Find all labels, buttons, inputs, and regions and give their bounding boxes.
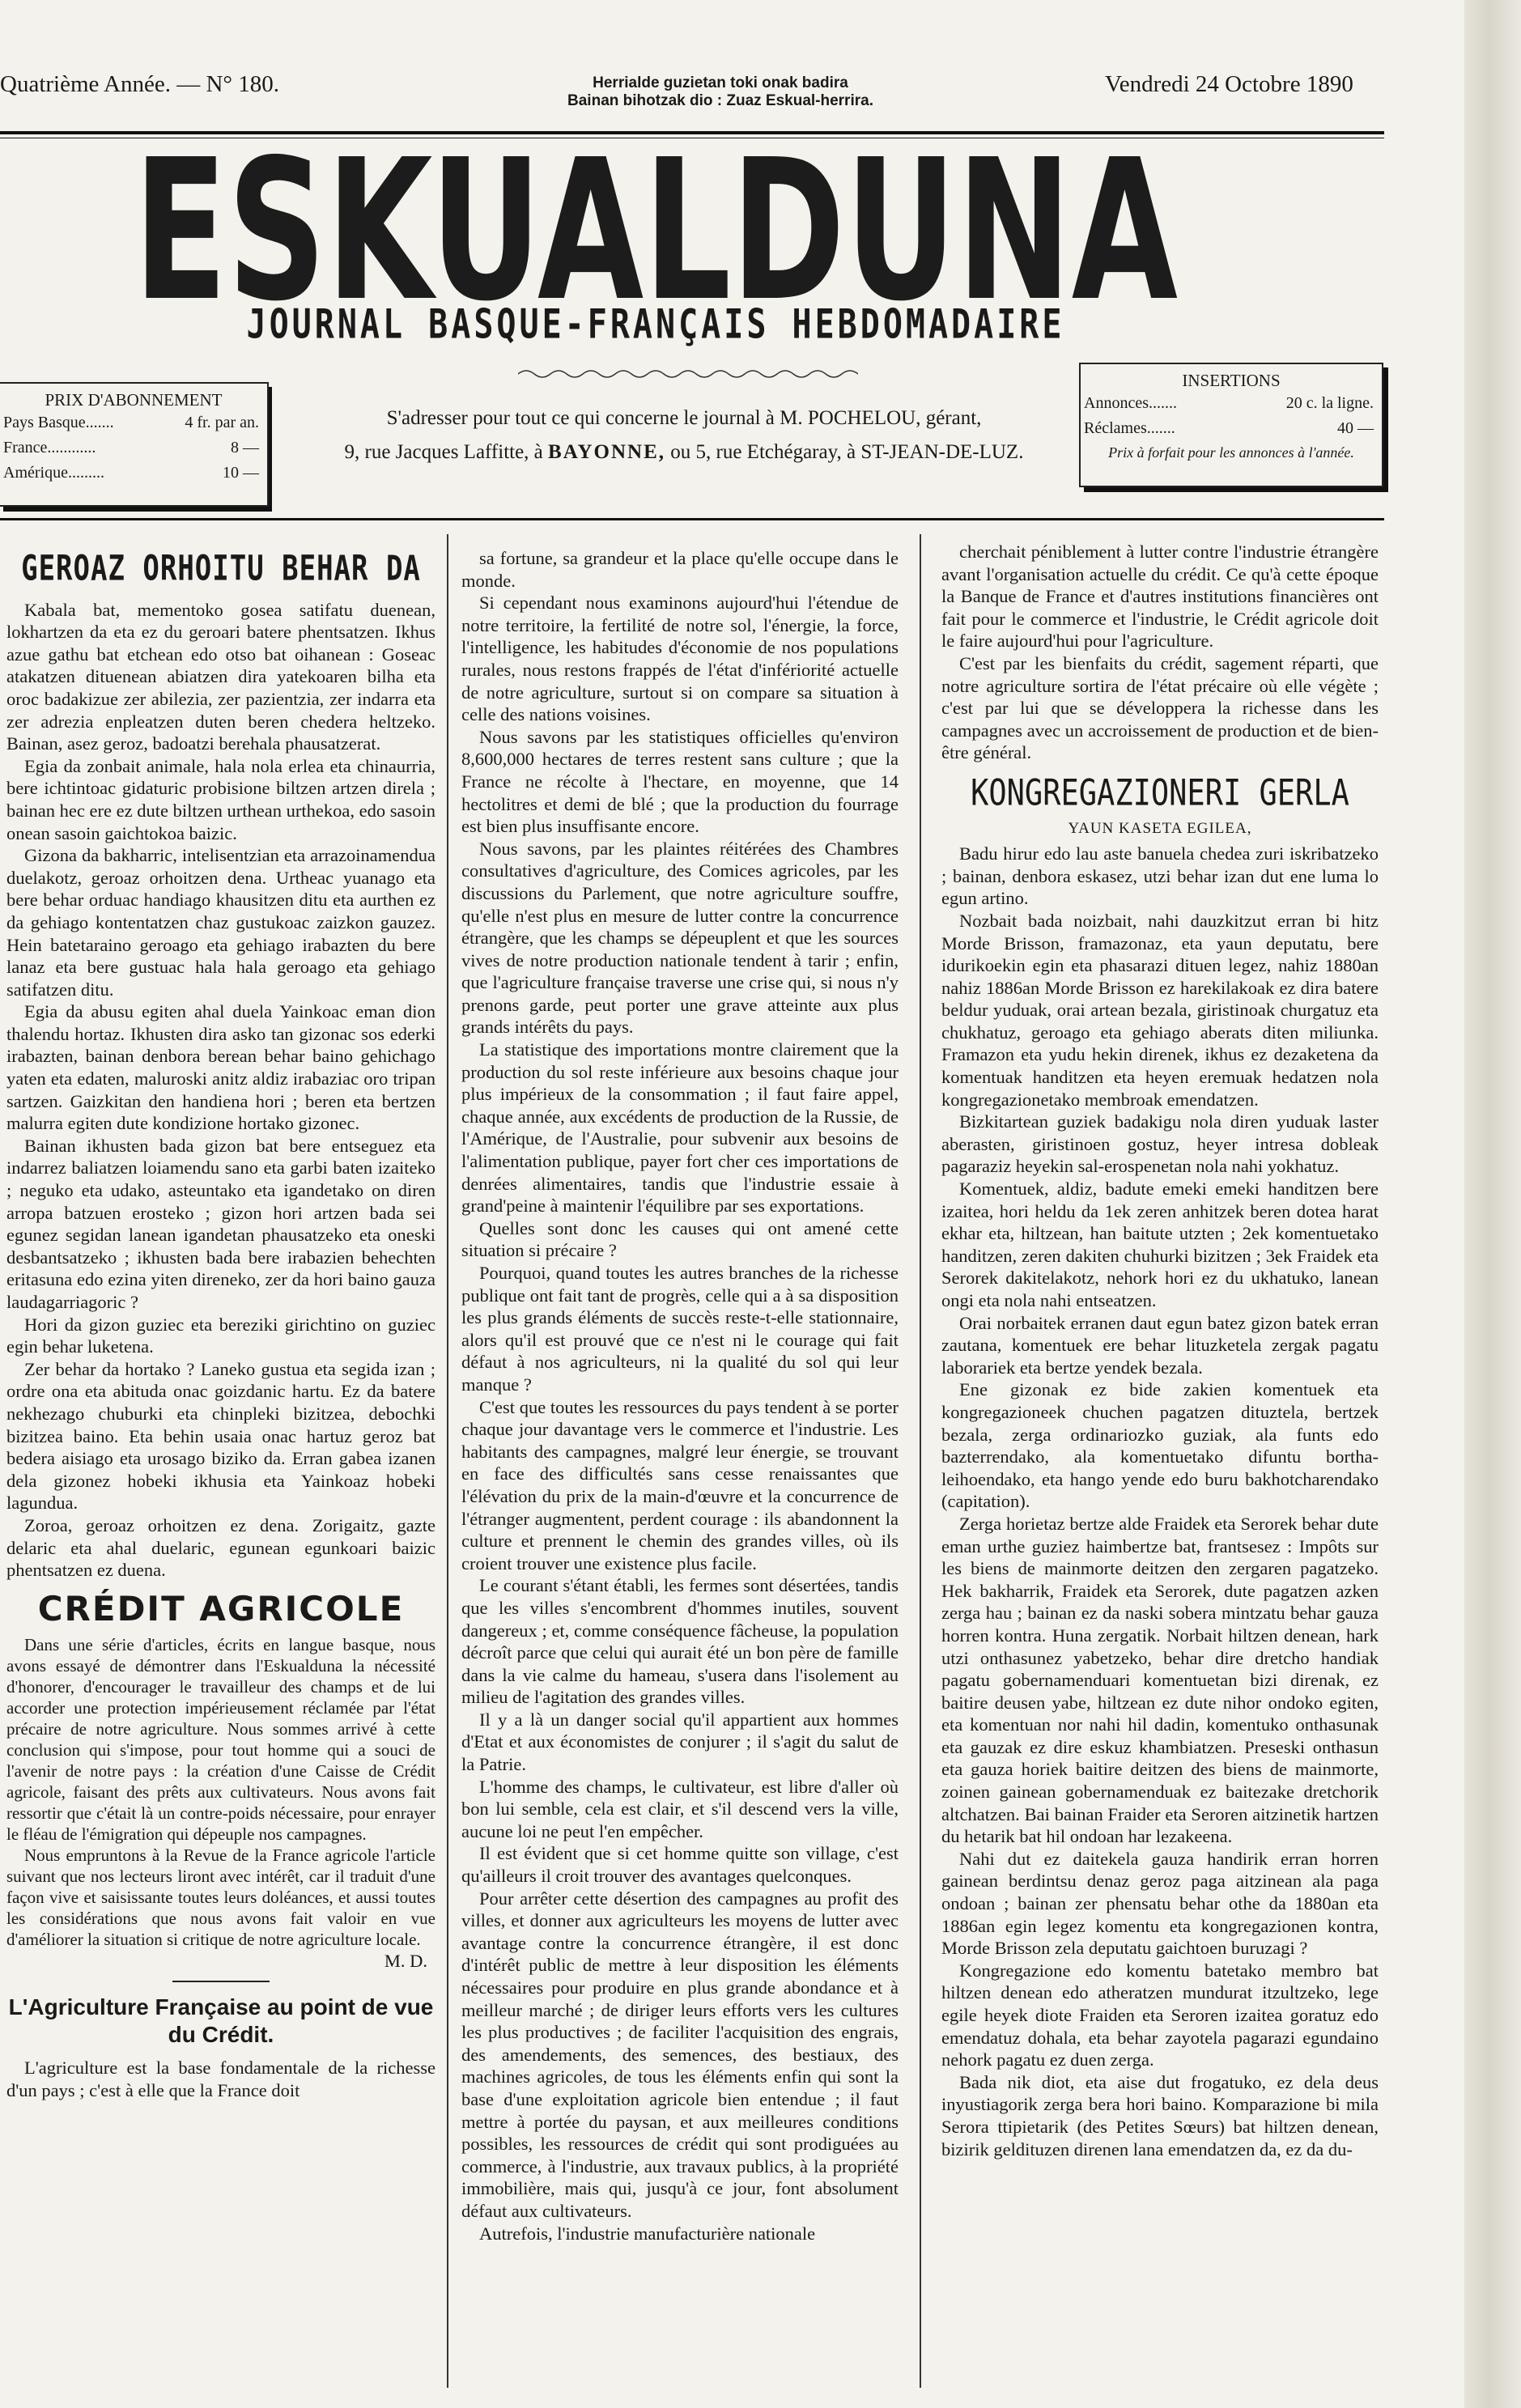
column-divider	[920, 534, 921, 2388]
decorative-ornament	[518, 367, 858, 380]
masthead-title	[130, 144, 1182, 306]
address-line-1: S'adresser pour tout ce qui concerne le journal à M. POCHELOU, gérant,	[386, 407, 982, 429]
paragraph: C'est par les bienfaits du crédit, sagement réparti, que notre agriculture sortira de l'état précaire où elle végète ; c'est par lui que se développera la richesse dans les campagnes avec un accroissement de production et de bien-être général.	[941, 652, 1379, 763]
insertions-note: Prix à forfait pour les annonces à l'année.	[1108, 444, 1354, 461]
paragraph: La statistique des importations montre clairement que la production du sol reste inférieure aux besoins chaque jour plus impérieux de la consommation ; il faut faire appel, chaque année, aux excédents de production de la Russie, de l'Amérique, de l'Australie, pour subvenir aux besoins de l'alimentation publique, payer fort cher ces importations de denrées alimentaires, tandis que l'industrie essaie à grand'peine à maintenir l'équilibre par ses exportations.	[461, 1039, 899, 1217]
masthead-text: ESKUALDUNA	[134, 144, 1178, 306]
paragraph: Il est évident que si cet homme quitte son village, c'est qu'ailleurs il croit trouver des avantages quelconques.	[461, 1843, 899, 1887]
byline: YAUN KASETA EGILEA,	[1068, 819, 1252, 837]
paragraph: Bizkitartean guziek badakigu nola diren yuduak laster aberasten, giristinoen gostuz, heyer intresa dobleak pagaraziz heyekin sal-erospenetan nola nahi yokhatuz.	[941, 1111, 1379, 1177]
column-2	[461, 547, 899, 2244]
paragraph: sa fortune, sa grandeur et la place qu'elle occupe dans le monde.	[461, 548, 899, 591]
address-line-2	[300, 435, 1069, 469]
row-label: Pays Basque.......	[3, 414, 114, 431]
paragraph: C'est que toutes les ressources du pays tendent à se porter chaque jour davantage vers le commerce et l'industrie. Les habitants des campagnes, malgré leur énergie, se trouvant en face des difficultés sans cesse renaissantes que l'élévation du prix de la main-d'œuvre et la concurrence de l'étranger augmentent, perdent courage : ils abandonnent la culture et prennent le chemin des grandes villes, où ils croient trouver une existence plus facile.	[461, 1396, 899, 1573]
insertions-heading: INSERTIONS	[1182, 371, 1281, 390]
issue-number: Quatrième Année. — N° 180.	[0, 71, 280, 97]
paragraph: Nous savons par les statistiques officielles qu'environ 8,600,000 hectares de terres restent sans culture ; que la France ne récolte à l'hectare, en moyenne, que 14 hectolitres et demi de blé ; que la production du fourrage est bien plus insuffisante encore.	[461, 726, 899, 837]
insertions-row	[1081, 416, 1382, 441]
article-heading: GEROAZ ORHOITU BEHAR DA	[21, 548, 421, 589]
row-label: Amérique.........	[3, 464, 104, 482]
paragraph: Quelles sont donc les causes qui ont amené cette situation si précaire ?	[461, 1217, 899, 1261]
paragraph: Egia da abusu egiten ahal duela Yainkoac eman dion thalendu hortaz. Ikhusten dira asko tan gizonac sos ederki irabazten, bainan denbora berean behar baino gehichago yaten eta edaten, maluroski anitz aldiz irabaziac oro tripan sartzen. Gaizkitan den handiena hori ; beren eta bertzen malurra egiten dute kondizione hortako gizonec.	[6, 1001, 435, 1134]
column-divider	[447, 534, 448, 2388]
paragraph: Nozbait bada noizbait, nahi dauzkitzut erran bi hitz Morde Brisson, framazonaz, eta yaun deputatu, bere idurikoekin egin eta phasarazi dituen legez, nahiz 1880an nahiz 1886an Morde Brisson ez harekilakoak ez dira batere beldur yuduak, orai artean bezala, giristinoak churgatuz eta chukhatuz, geroago eta gehiago aberats diten miliunka. Framazon eta yudu hekin direnek, ikhus ez dezaketena da komentuak handitzen eta heyen eremuak hedatzen nola kongregazionetako membroak emendatzen.	[941, 910, 1379, 1110]
paragraph: Komentuek, aldiz, badute emeki emeki handitzen bere izaitea, hori heldu da 1ek zeren anhitzek beren dotea harat ekhar eta, hiltzean, han baitute utzten ; 2ek komentuetako handitzen, zeren dakiten chuhurki bizitzen ; 3ek Fraidek eta Serorek dakitelakotz, nehork hori ez du ukhatuko, lanean ongi eta nola nahi entseatzen.	[941, 1179, 1379, 1310]
paragraph: L'homme des champs, le cultivateur, est libre d'aller où bon lui semble, cela est clair, et s'il descend vers la ville, aucune loi ne peut l'en empêcher.	[461, 1776, 899, 1841]
insertions-box	[1079, 363, 1383, 487]
masthead-subtitle: JOURNAL BASQUE-FRANÇAIS HEBDOMADAIRE	[246, 301, 1065, 348]
row-label: France............	[3, 439, 96, 457]
paragraph: Kongregazione edo komentu batetako membro bat hiltzen denean edo atheratzen mundurat itzultzeko, lege egile heyek diote Fraiden eta Seroren izaitea goratuz edo emendatuz dohala, eta behar zayotela pagarazi egundaino nehork pagatu ez duen zerga.	[941, 1960, 1379, 2070]
row-price: 40 —	[1337, 419, 1374, 437]
paragraph: Le courant s'étant établi, les fermes sont désertées, tandis que les villes s'encombrent d'hommes inutiles, souvent dangereux ; et, comme conséquence fâcheuse, la population décroît parce que celui qui aurait été un bon père de famille dans la vie calme du hameau, s'usera dans l'isolement au milieu de l'agitation des grandes villes.	[461, 1575, 899, 1708]
address-part: 9, rue Jacques Laffitte, à	[344, 441, 543, 463]
signature: M. D.	[384, 1951, 427, 1972]
paragraph: Hori da gizon guziec eta bereziki girichtino on guziec egin behar luketena.	[6, 1314, 435, 1357]
columns-top-rule	[0, 518, 1384, 520]
subscription-row	[0, 435, 267, 461]
paragraph: Egia da zonbait animale, hala nola erlea eta chinaurria, bere ichtintoac gidaturic probisione biltzen artzen direla ; bainan hec ere ez dute biltzen urthean urthekoa, edo sasoin onean sasoin gaichtokoa baizic.	[6, 755, 435, 843]
column-3	[941, 541, 1379, 2160]
paragraph: Kabala bat, mementoko gosea satifatu duenean, lokhartzen da eta ez du geroari batere phentsatzen. Ikhus azue gathu bat etchean edo otso bat oihanean : Goseac atakatzen dituenean abiatzen dira yatekoaren bilha eta oroc badakizue zer abilezia, zer pazientzia, zer indarra eta zer adrezia enpleatzen duten beren chedera heltzeko. Bainan, asez geroz, badoatzi berehala phausatzerat.	[6, 599, 435, 754]
subscription-row	[0, 461, 267, 486]
paragraph: Badu hirur edo lau aste banuela chedea zuri iskribatzeko ; bainan, denbora eskasez, utzi behar izan dut ene luma lo egun artino.	[941, 843, 1379, 909]
paragraph: Nous empruntons à la Revue de la France agricole l'article suivant que nos lecteurs liront avec intérêt, car il traduit d'une façon vive et saisissante toutes leurs doléances, et aussi toutes les considérations que nous avons fait valoir en vue d'améliorer la situation si critique de notre agriculture locale.	[6, 1845, 435, 1950]
issue-date: Vendredi 24 Octobre 1890	[1105, 71, 1353, 97]
row-price: 8 —	[231, 439, 259, 457]
divider	[172, 1981, 270, 1982]
address-part: ou 5, rue Etchégaray, à ST-JEAN-DE-LUZ.	[670, 441, 1024, 463]
page-edge	[1464, 0, 1521, 2408]
paragraph: Zerga horietaz bertze alde Fraidek eta Serorek behar dute eman urthe guziez haimbertze bat, frantsesez : Impôts sur les biens de mainmorte deitzen den zergaren pagatzeko. Hek bakharrik, Fraidek eta Serorek, dute pagatzen azken zerga hau ; bainan ez da naski sobera mintzatu behar gauza horren kontra. Huna zergatik. Norbait hiltzen denean, hark utzi onthasunez yabetzeko, behar dire dretcho handiak pagatu gobernamenduari komentuetan bizi direnak, ez baitire deusen yabe, hiltzean ez dute nihor ondoko egiten, eta komentuan nor nahi hil dadin, komentuko onthasunak eta gauzak ez dire eskuz khambiatzen. Preseski onthasun eta gauza horiek baitire deitzen des biens de mainmorte, zoinen gainean gobernamenduak ez baitezake dretchorik altchatzen. Bai bainan Fraider eta Seroren aitzinetik hartzen du hetarik bat hil ondoan har lezakeena.	[941, 1513, 1379, 1847]
motto-line-1: Herrialde guzietan toki onak badira	[593, 74, 848, 91]
paragraph: Bainan ikhusten bada gizon bat bere entseguez eta indarrez baliatzen loiamendu sano eta garbi baten izaiteko ; neguko eta udako, asteuntako eta igandetako on diren arropa batzuen erosteko ; gizon hori artzen bada sei egunez segidan lanean igandetan phausatzeko eta oneski desbantsatzeko ; ikhusten bada bere irabazien behechten eritasuna edo ezina yiten direneko, zer da hori baino gauza laudagarriagoric ?	[6, 1135, 435, 1312]
subscription-box	[0, 382, 269, 507]
paragraph: Gizona da bakharric, intelisentzian eta arrazoinamendua duelakotz, geroaz orhoitzen dena. Urtheac yuanago eta bere behar orduac handiago khausitzen ditu eta aurthen ez da gehiago kontentatzen chaz gustukoac zaizkon gauzez. Hein batetaraino geroago eta gehiago irabazten du bere lanaz eta bere gustuac hala hala geroago eta gehiago satifatzen ditu.	[6, 845, 435, 1000]
paragraph: Pourquoi, quand toutes les autres branches de la richesse publique ont fait tant de progrès, celle qui a à sa disposition les plus grands éléments de succès reste-t-elle stationnaire, alors qu'il est prouvé que ce n'est ni le courage qui fait défaut à nos agriculteurs, ni la qualité du sol qui leur manque ?	[461, 1263, 899, 1395]
paragraph: Si cependant nous examinons aujourd'hui l'étendue de notre territoire, la fertilité de notre sol, l'énergie, la force, l'intelligence, les habitudes d'économie de nos populations rurales, nous restons frappés de l'état d'infériorité actuelle de notre agriculture, surtout si on compare sa situation à celle des nations voisines.	[461, 592, 899, 725]
paragraph: Orai norbaitek erranen daut egun batez gizon batek erran zautana, komentuek ere behar lituzketela zergak pagatu laborariek eta bertze yendek bezala.	[941, 1312, 1379, 1378]
paragraph: Ene gizonak ez bide zakien komentuek eta kongregazioneek chuchen pagatzen dituztela, bertzek bezala, zerga ordinariozko guziak, ala funts edo bazterrendako, ala komentuetako difuntu bortha-leihoendako, eta hango yende edo buru bakhotcharendako (capitation).	[941, 1379, 1379, 1512]
insertions-row	[1081, 391, 1382, 416]
paragraph: Nahi dut ez daitekela gauza handirik erran horren gainean berdintsu denaz geroz paga aitzinean ala paga ondoan ; bainan zer phensatu behar othe da 1880an eta 1886an egin legez komentu eta kongregazionen kontra, Morde Brisson zela deputatu gaichtoen buruzagi ?	[941, 1848, 1379, 1959]
subscription-row	[0, 410, 267, 435]
paragraph: Autrefois, l'industrie manufacturière nationale	[479, 2223, 816, 2244]
article-heading: L'Agriculture Française au point de vue du Crédit.	[8, 1994, 434, 2047]
row-price: 10 —	[223, 464, 259, 482]
address-block	[300, 401, 1069, 469]
article-heading: CRÉDIT AGRICOLE	[37, 1588, 405, 1629]
paragraph: Nous savons, par les plaintes réitérées des Chambres consultatives d'agriculture, des Comices agricoles, par les discussions du Parlement, que notre agriculture souffre, qu'elle n'est plus en mesure de lutter contre la concurrence étrangère, que les champs se dépeuplent et que les sources vives de notre production nationale tendent à tarir ; enfin, que l'agriculture française traverse une crise qui, si nous n'y prenons garde, peut porter une grave atteinte aux plus grands intérêts du pays.	[461, 838, 899, 1038]
paragraph: cherchait péniblement à lutter contre l'industrie étrangère avant l'organisation actuelle du crédit. Ce qu'à cette époque la Banque de France et d'autres institutions financières ont fait pour le commerce et l'industrie, le Crédit agricole doit le faire aujourd'hui pour l'agriculture.	[941, 541, 1379, 652]
paragraph: Bada nik diot, eta aise dut frogatuko, ez dela deus inyustiagorik zerga bera hori baino. Komparazione bi mila Serora ttipietarik (des Petites Sœurs) bat hiltzen denean, bizirik geldituzen direnen lana emendatzen da, ez da du-	[941, 2071, 1379, 2160]
paragraph: Zoroa, geroaz orhoitzen ez dena. Zorigaitz, gazte delaric eta ahal duelaric, egunean egunkoari baizic phentsatzen ez duena.	[6, 1514, 435, 1581]
row-price: 4 fr. par an.	[185, 414, 259, 431]
subscription-heading: PRIX D'ABONNEMENT	[45, 390, 223, 410]
column-1	[6, 547, 435, 2101]
paragraph: Il y a là un danger social qu'il appartient aux hommes d'Etat et aux économistes de conjurer ; il s'agit du salut de la Patrie.	[461, 1709, 899, 1775]
motto-line-2: Bainan bihotzak dio : Zuaz Eskual-herrira.	[567, 92, 873, 109]
row-label: Réclames.......	[1084, 419, 1175, 437]
paragraph: Pour arrêter cette désertion des campagnes au profit des villes, et donner aux agriculteurs les moyens de lutter avec avantage contre la concurrence étrangère, il est donc d'intérêt public de mettre à leur disposition les éléments nécessaires pour produire en plus grande abondance et à meilleur marché ; de diriger leurs efforts vers les cultures les plus productives ; de faciliter l'acquisition des engrais, des amendements, des semences, des bestiaux, des machines agricoles, de tous les éléments enfin qui sont la base d'une exploitation agricole bien entendue ; il faut mettre à portée du paysan, et aux meilleures conditions possibles, les ressources de crédit qui sont prodiguées au commerce, à l'industrie, aux travaux publics, à la propriété immobilière, mais qui, jusqu'à ce jour, font absolument défaut aux cultivateurs.	[461, 1888, 899, 2221]
row-label: Annonces.......	[1084, 394, 1177, 412]
header-rule	[0, 131, 1384, 134]
motto	[510, 74, 931, 110]
paragraph: L'agriculture est la base fondamentale de la richesse d'un pays ; c'est à elle que la France doit	[6, 2057, 435, 2100]
address-city: BAYONNE,	[548, 441, 665, 463]
paragraph: Zer behar da hortako ? Laneko gustua eta segida izan ; ordre ona eta abituda onac goizdanic hartu. Ez da batere nekhezago chuburki eta chinpleki bizitzea, debochki bizitzea baino. Eta behin usaia onac hartuz geroz bat bedera aisiago eta urosago biziko da. Erran gabea izanen dela gizonez hobeki ikhusia eta Yainkoaz hobeki lagundua.	[6, 1358, 435, 1514]
row-price: 20 c. la ligne.	[1285, 394, 1374, 412]
article-heading: KONGREGAZIONERI GERLA	[971, 771, 1349, 814]
paragraph: Dans une série d'articles, écrits en langue basque, nous avons essayé de démontrer dans l'Eskualduna la nécessité d'honorer, d'encourager le travailleur des champs et de lui accorder une protection impérieusement réclamée par l'état précaire de notre agriculture. Nous sommes arrivé à cette conclusion qui s'impose, pour tout homme qui a souci de l'avenir de notre pays : la création d'une Caisse de Crédit agricole, faisant des prêts aux cultivateurs. Nous avons fait ressortir que c'était là un contre-poids nécessaire, pour enrayer le fléau de l'émigration qui dépeuple nos campagnes.	[6, 1635, 435, 1845]
